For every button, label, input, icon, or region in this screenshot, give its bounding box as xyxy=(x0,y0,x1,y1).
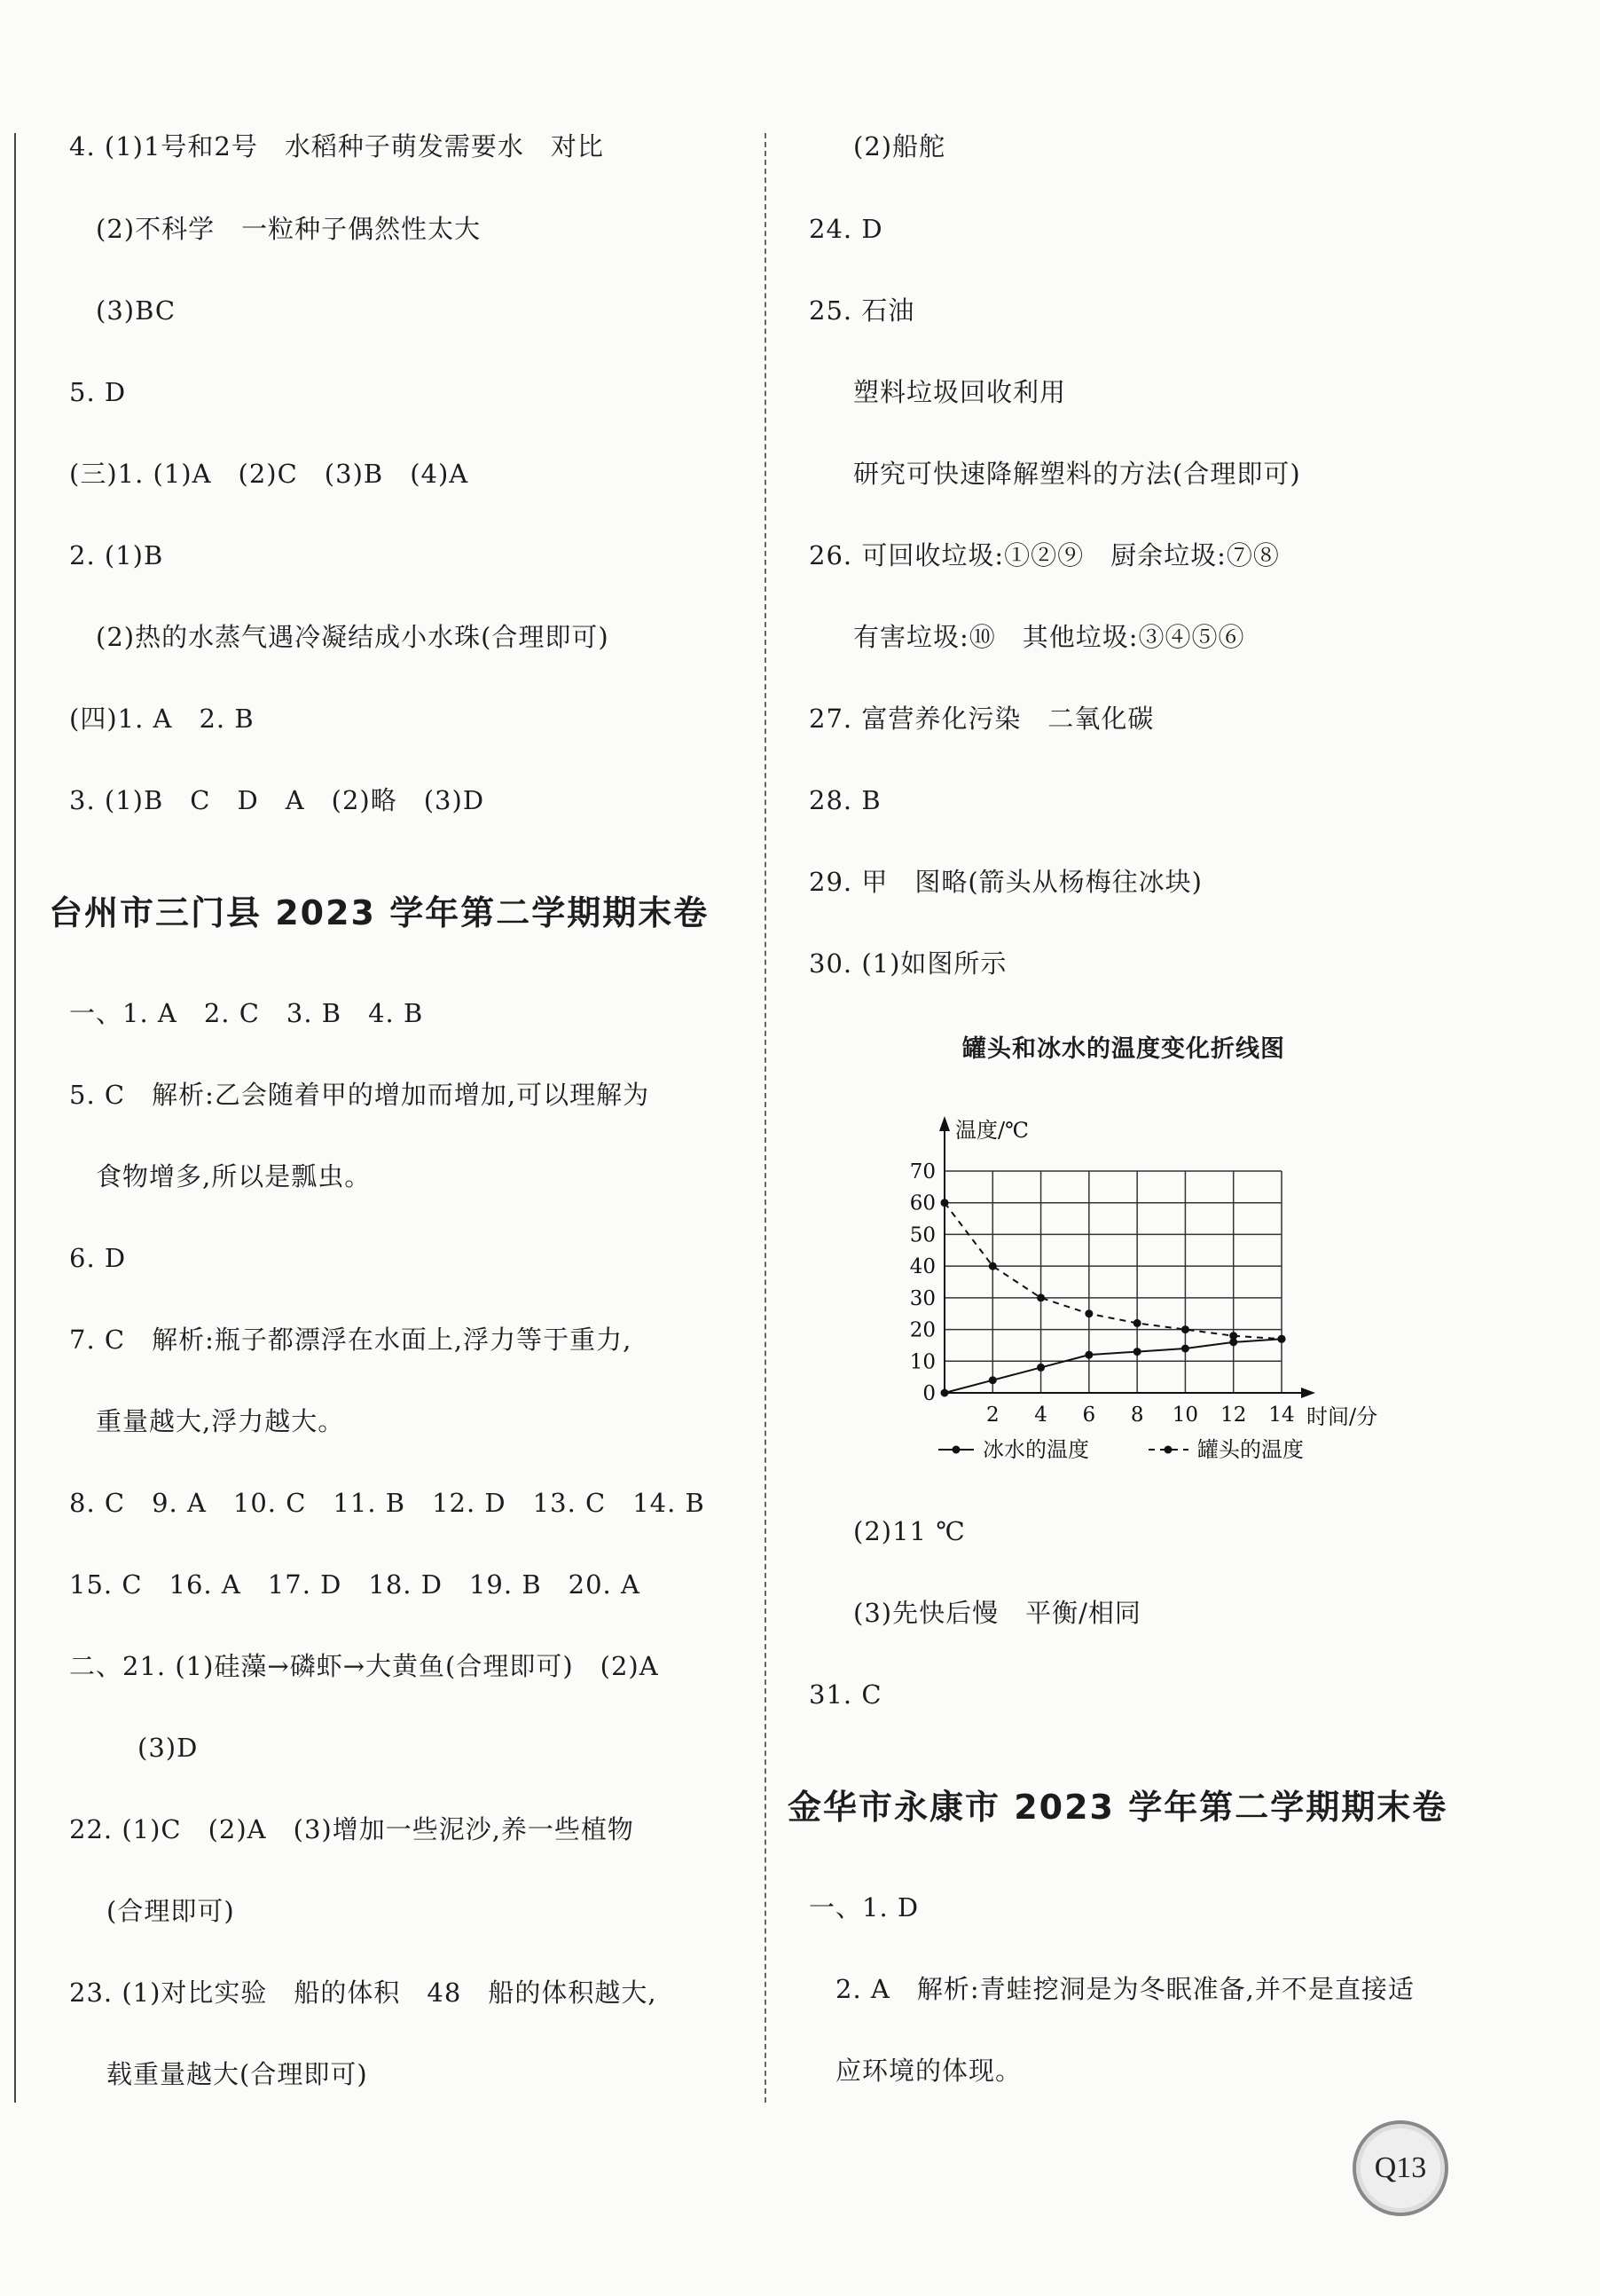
legend-solid-dot xyxy=(953,1446,961,1454)
answer-line: 30. (1)如图所示 xyxy=(809,948,1008,979)
answer-line: (四)1. A 2. B xyxy=(69,704,255,734)
answer-line: (2)不科学 一粒种子偶然性太大 xyxy=(96,214,482,244)
answer-line: 有害垃圾:⑩ 其他垃圾:③④⑤⑥ xyxy=(853,622,1245,652)
answer-line: 29. 甲 图略(箭头从杨梅往冰块) xyxy=(809,867,1203,897)
answer-line: 28. B xyxy=(809,785,882,815)
temperature-chart xyxy=(896,1113,1446,1472)
data-point xyxy=(1037,1293,1045,1301)
answer-line: 31. C xyxy=(809,1679,882,1710)
answer-line: 食物增多,所以是瓢虫。 xyxy=(96,1161,372,1191)
x-tick-label: 4 xyxy=(1034,1404,1047,1427)
chart-title: 罐头和冰水的温度变化折线图 xyxy=(962,1035,1285,1063)
answer-line: 4. (1)1号和2号 水稻种子萌发需要水 对比 xyxy=(69,131,604,161)
answer-line: 一、1. D xyxy=(809,1892,920,1923)
answer-line: 15. C 16. A 17. D 18. D 19. B 20. A xyxy=(69,1569,640,1600)
answer-line: 重量越大,浮力越大。 xyxy=(96,1406,345,1436)
data-point xyxy=(989,1262,997,1270)
data-point xyxy=(1181,1325,1189,1333)
data-point xyxy=(989,1376,997,1384)
answer-line: 应环境的体现。 xyxy=(835,2056,1023,2086)
answer-line: 5. C 解析:乙会随着甲的增加而增加,可以理解为 xyxy=(69,1080,650,1110)
y-axis-label: 温度/℃ xyxy=(955,1118,1029,1143)
answer-line: 7. C 解析:瓶子都漂浮在水面上,浮力等于重力, xyxy=(69,1325,632,1355)
x-tick-label: 12 xyxy=(1220,1404,1247,1427)
answer-line: 一、1. A 2. C 3. B 4. B xyxy=(69,998,424,1028)
page-number-badge: Q13 xyxy=(1353,2120,1448,2216)
data-point xyxy=(1085,1351,1093,1359)
x-axis-label: 时间/分 xyxy=(1306,1404,1378,1429)
legend-label: 冰水的温度 xyxy=(983,1437,1089,1462)
answer-line: (2)热的水蒸气遇冷凝结成小水珠(合理即可) xyxy=(96,622,609,652)
answer-line: 26. 可回收垃圾:①②⑨ 厨余垃圾:⑦⑧ xyxy=(809,540,1280,570)
answer-line: (三)1. (1)A (2)C (3)B (4)A xyxy=(69,459,469,489)
x-tick-label: 2 xyxy=(985,1404,1000,1427)
answer-line: 3. (1)B C D A (2)略 (3)D xyxy=(69,785,485,815)
data-point xyxy=(941,1199,949,1207)
y-tick-label: 30 xyxy=(909,1286,936,1310)
x-tick-label: 10 xyxy=(1172,1404,1199,1427)
answer-line: (3)BC xyxy=(96,295,176,326)
chart-svg xyxy=(896,1113,1446,1468)
answer-line: (3)先快后慢 平衡/相同 xyxy=(853,1598,1141,1628)
y-tick-label: 20 xyxy=(909,1318,936,1342)
series-line xyxy=(945,1339,1282,1393)
answer-line: (2)船舵 xyxy=(853,131,946,161)
series-line xyxy=(945,1203,1282,1340)
y-tick-label: 0 xyxy=(922,1382,936,1405)
answer-line: (合理即可) xyxy=(106,1896,235,1926)
answer-line: (3)D xyxy=(137,1733,199,1763)
x-tick-label: 8 xyxy=(1130,1404,1144,1427)
answer-line: 8. C 9. A 10. C 11. B 12. D 13. C 14. B xyxy=(69,1488,705,1518)
data-point xyxy=(1229,1332,1237,1340)
y-tick-label: 70 xyxy=(909,1160,936,1183)
answer-line: 27. 富营养化污染 二氧化碳 xyxy=(809,704,1155,734)
x-axis-arrow xyxy=(1301,1388,1315,1398)
data-point xyxy=(941,1389,949,1397)
answer-line: 6. D xyxy=(69,1243,127,1273)
answer-line: 25. 石油 xyxy=(809,295,915,326)
legend-label: 罐头的温度 xyxy=(1197,1437,1304,1462)
answer-line: 塑料垃圾回收利用 xyxy=(853,377,1067,407)
y-tick-label: 60 xyxy=(909,1191,936,1215)
x-tick-label: 6 xyxy=(1082,1404,1096,1427)
answer-line: 载重量越大(合理即可) xyxy=(106,2059,368,2089)
data-point xyxy=(1037,1364,1045,1372)
x-tick-label: 14 xyxy=(1268,1404,1295,1427)
data-point xyxy=(1278,1335,1286,1343)
answer-line: 二、21. (1)硅藻→磷虾→大黄鱼(合理即可) (2)A xyxy=(69,1651,659,1681)
section-heading: 金华市永康市 2023 学年第二学期期末卷 xyxy=(788,1788,1448,1827)
y-tick-label: 50 xyxy=(909,1223,936,1247)
answer-line: 5. D xyxy=(69,377,127,407)
answer-line: 23. (1)对比实验 船的体积 48 船的体积越大, xyxy=(69,1978,657,2008)
column-divider xyxy=(765,133,766,2103)
answer-line: 24. D xyxy=(809,214,883,244)
answer-line: (2)11 ℃ xyxy=(853,1516,966,1546)
data-point xyxy=(1133,1319,1141,1327)
left-border-rule xyxy=(14,133,16,2103)
data-point xyxy=(1181,1345,1189,1353)
data-point xyxy=(1133,1348,1141,1356)
y-tick-label: 40 xyxy=(909,1255,936,1279)
y-axis-arrow xyxy=(939,1116,950,1131)
answer-line: 2. A 解析:青蛙挖洞是为冬眠准备,并不是直接适 xyxy=(835,1974,1415,2004)
answer-line: 2. (1)B xyxy=(69,540,164,570)
section-heading: 台州市三门县 2023 学年第二学期期末卷 xyxy=(49,893,710,932)
answer-line: 研究可快速降解塑料的方法(合理即可) xyxy=(853,459,1301,489)
answer-line: 22. (1)C (2)A (3)增加一些泥沙,养一些植物 xyxy=(69,1814,634,1844)
y-tick-label: 10 xyxy=(909,1350,936,1374)
legend-dashed-dot xyxy=(1165,1446,1173,1454)
data-point xyxy=(1085,1309,1093,1317)
